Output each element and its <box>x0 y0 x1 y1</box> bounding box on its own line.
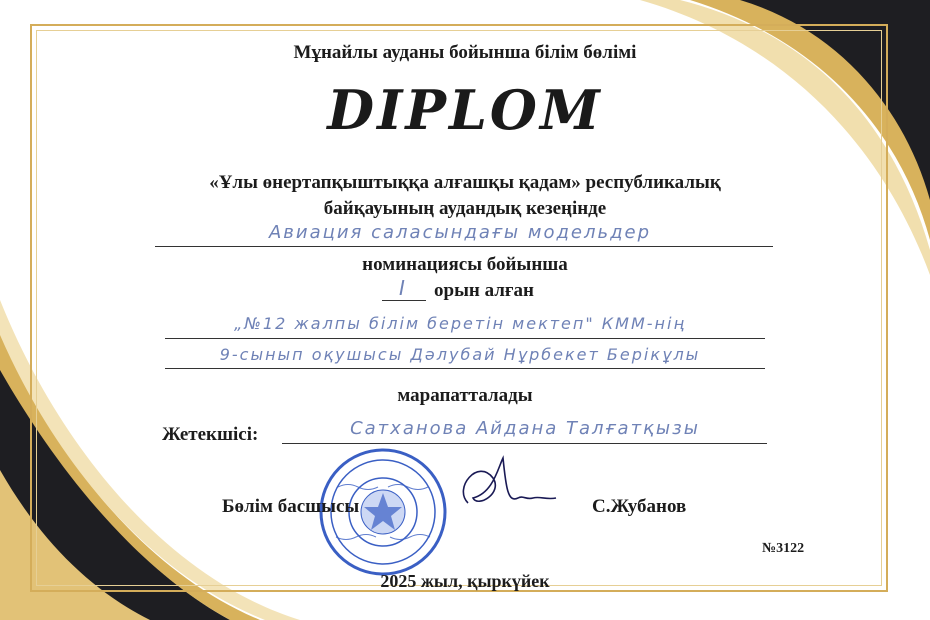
awarded-label: марапатталады <box>397 385 533 406</box>
contest-line-1: «Ұлы өнертапқыштыққа алғашқы қадам» республикалық <box>209 172 721 193</box>
supervisor-underline <box>282 443 767 444</box>
recipient-line-2: 9-сынып оқушысы Дәлубай Нұрбекет Берікұлы <box>219 345 701 364</box>
diploma-number: №3122 <box>762 541 805 556</box>
recipient-underline-1 <box>165 338 765 339</box>
nomination-underline <box>155 246 773 247</box>
place-handwritten: I <box>399 276 407 300</box>
issue-date: 2025 жыл, қыркүйек <box>380 571 550 591</box>
recipient-line-1: „№12 жалпы білім беретін мектеп" КММ-нің <box>233 314 687 333</box>
signature <box>448 448 558 528</box>
contest-line-2: байқауының аудандық кезеңінде <box>323 198 607 219</box>
recipient-underline-2 <box>165 368 765 369</box>
supervisor-label: Жетекшісі: <box>162 424 259 445</box>
issuer-heading: Мұнайлы ауданы бойынша білім бөлімі <box>293 42 637 63</box>
place-underline <box>382 300 426 301</box>
head-name: С.Жубанов <box>592 496 687 517</box>
head-label: Бөлім басшысы <box>222 496 360 517</box>
nomination-handwritten: Авиация саласындағы модельдер <box>268 222 652 243</box>
nomination-label: номинациясы бойынша <box>362 254 568 275</box>
supervisor-handwritten: Сатханова Айдана Талғатқызы <box>350 418 700 439</box>
diploma-title: DIPLOM <box>327 78 603 142</box>
place-label: орын алған <box>434 280 535 301</box>
